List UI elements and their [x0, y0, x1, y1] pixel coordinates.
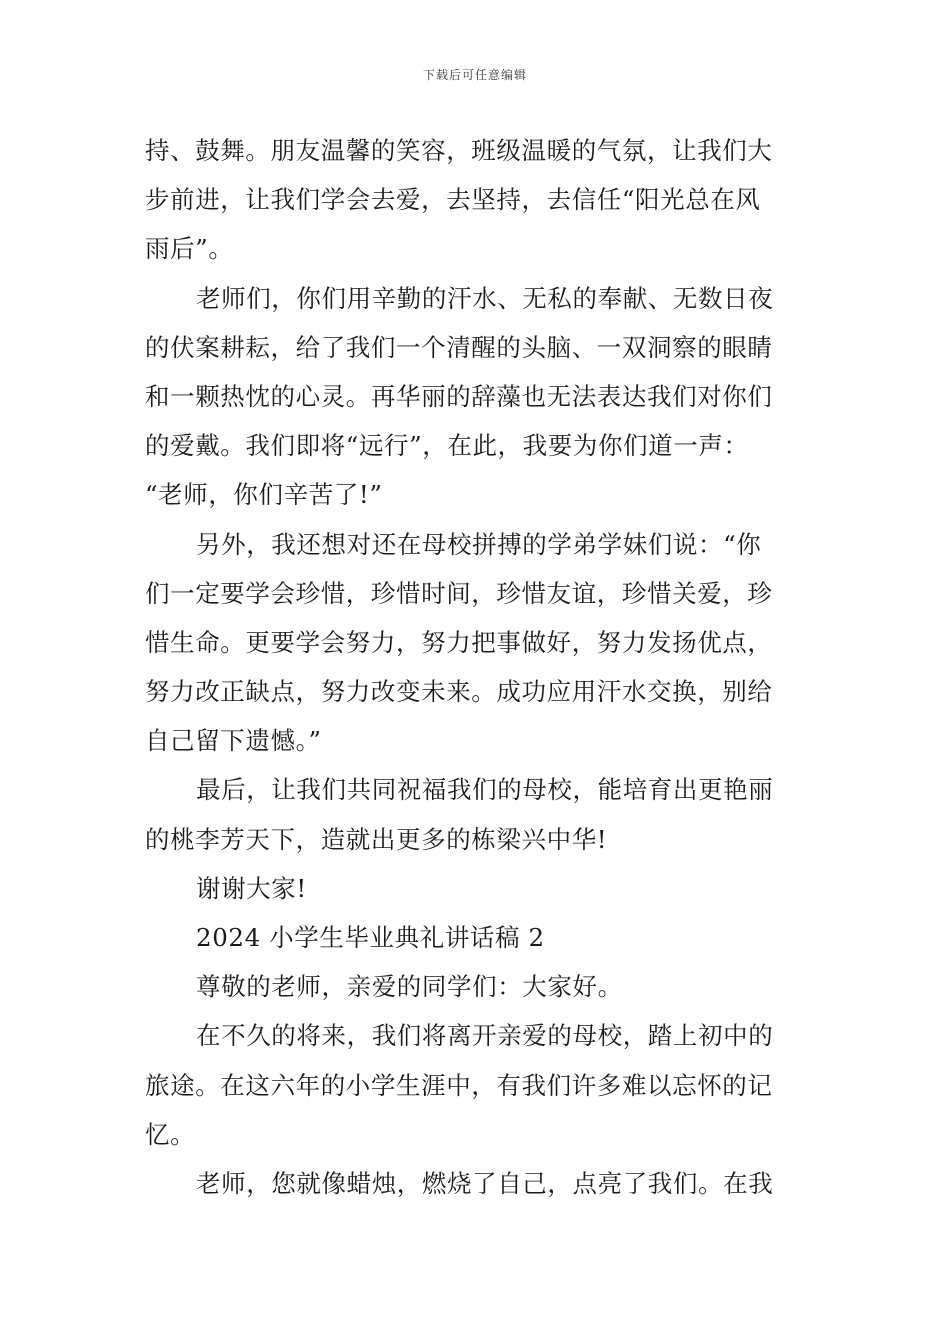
text-line: 努力改正缺点，努力改变未来。成功应用汗水交换，别给 [145, 677, 773, 707]
text-line: 旅途。在这六年的小学生涯中，有我们许多难以忘怀的记 [145, 1070, 773, 1100]
section-title: 2024 小学生毕业典礼讲话稿 2 [196, 923, 545, 952]
text-line: 谢谢大家! [196, 873, 307, 903]
text-line: 自己留下遗憾。” [145, 726, 322, 756]
text-line: 最后，让我们共同祝福我们的母校，能培育出更艳丽 [196, 775, 774, 805]
text-line: 们一定要学会珍惜，珍惜时间，珍惜友谊，珍惜关爱，珍 [145, 578, 773, 608]
text-line: 的伏案耕耘，给了我们一个清醒的头脑、一双洞察的眼睛 [145, 332, 773, 362]
text-line: 和一颗热忱的心灵。再华丽的辞藻也无法表达我们对你们 [145, 381, 773, 411]
text-line: 尊敬的老师，亲爱的同学们：大家好。 [196, 972, 623, 1002]
text-line: 另外，我还想对还在母校拼搏的学弟学妹们说：“你 [196, 529, 762, 559]
text-line: 在不久的将来，我们将离开亲爱的母校，踏上初中的 [196, 1021, 774, 1051]
text-line: “老师，你们辛苦了!” [145, 480, 383, 510]
text-line: 的桃李芳天下，造就出更多的栋梁兴中华! [145, 824, 608, 854]
text-line: 的爱戴。我们即将“远行”，在此，我要为你们道一声： [145, 431, 749, 461]
text-line: 雨后”。 [145, 234, 234, 264]
document-body [145, 126, 810, 1208]
page-header: 下载后可任意编辑 [422, 68, 527, 82]
text-line: 步前进，让我们学会去爱，去坚持，去信任“阳光总在风 [145, 185, 761, 215]
text-line: 老师们，你们用辛勤的汗水、无私的奉献、无数日夜 [196, 283, 774, 313]
text-line: 惜生命。更要学会努力，努力把事做好，努力发扬优点， [145, 627, 773, 657]
text-line: 持、鼓舞。朋友温馨的笑容，班级温暖的气氛，让我们大 [145, 136, 773, 165]
text-line: 忆。 [145, 1119, 196, 1149]
text-line: 老师，您就像蜡烛，燃烧了自己，点亮了我们。在我 [196, 1168, 774, 1198]
